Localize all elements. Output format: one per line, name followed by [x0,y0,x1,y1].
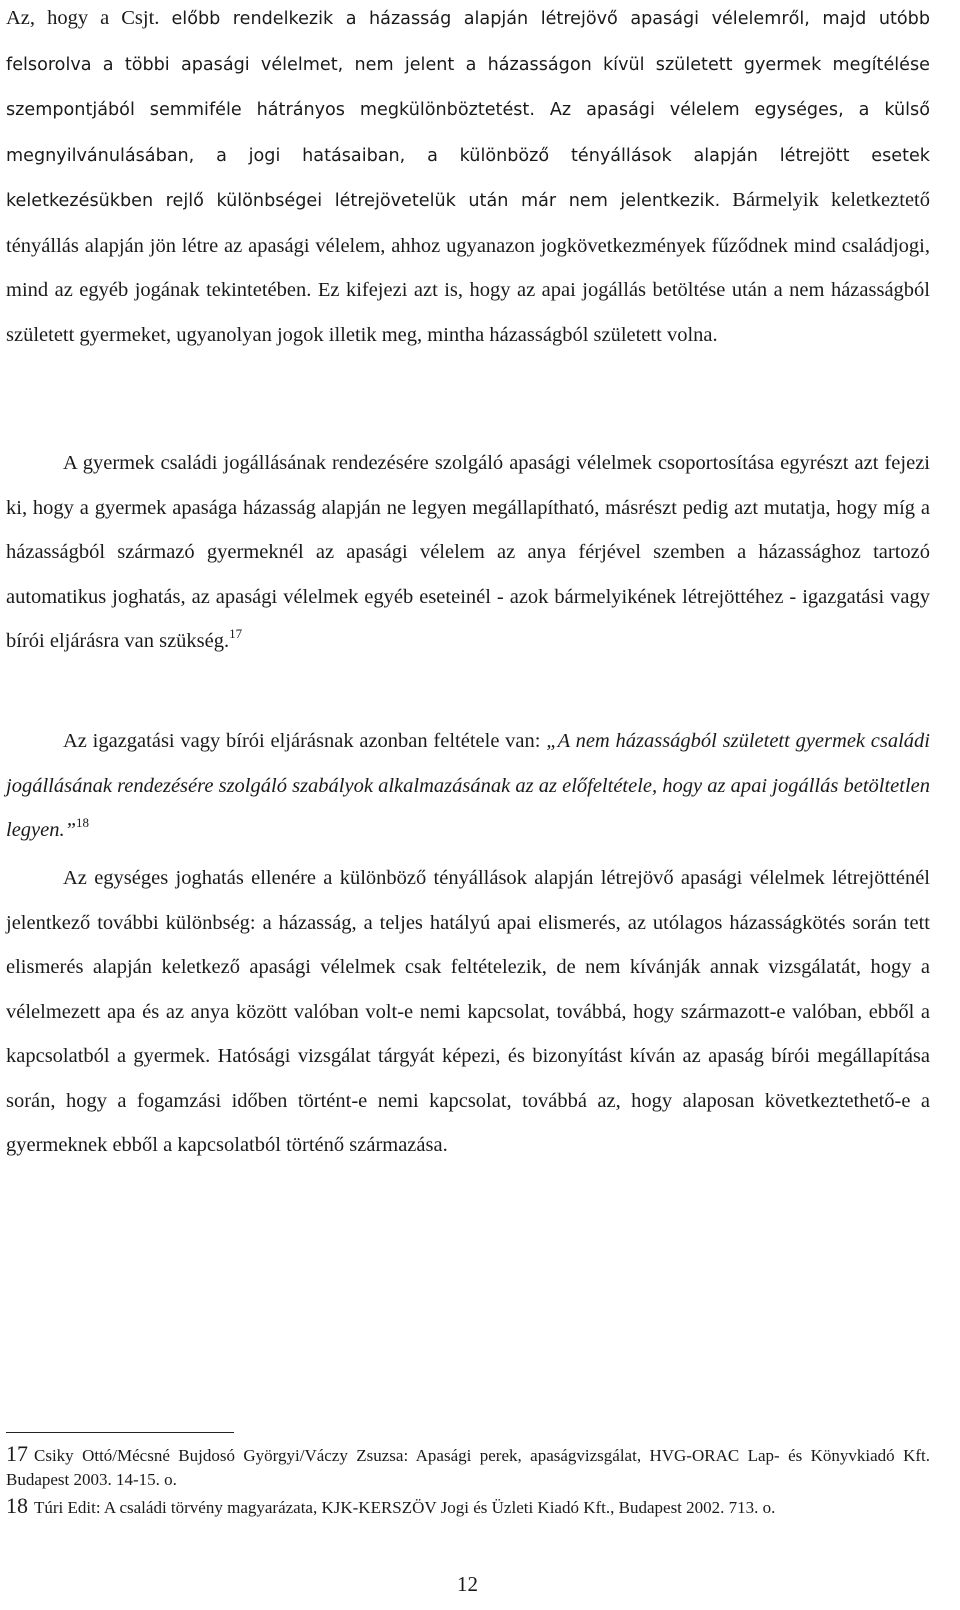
footnote-17 [6,1442,930,1492]
footnote-text: Túri Edit: A családi törvény magyarázata, KJK-KERSZÖV Jogi és Üzleti Kiadó Kft., Budapest 2002. 713. o. [34,1498,776,1517]
paragraph-1-serif-end: Bármelyik keletkeztető tényállás alapján jön létre az apasági vélelem, ahhoz ugyanazon jogkövetkezmények fűződnek mind családjogi, mind az egyéb jogának tekintetében. Ez kifejezi azt is, hogy az apai jogállás betöltése után a nem házasságból született gyermeket, ugyanolyan jogok illetik meg, mintha házasságból született volna. [6,189,930,346]
footnote-number: 18 [6,1493,28,1518]
paragraph-1-serif-start: Az, hogy a Csjt. [6,7,172,29]
paragraph-3-text: Az igazgatási vagy bírói eljárásnak azonban feltétele van: [63,730,547,752]
paragraph-3-quote: „A nem házasságból született gyermek családi jogállásának rendezésére szolgáló szabályok alkalmazásának az az előfeltétele, hogy az apai jogállás betöltetlen legyen.” [6,730,930,841]
footnote-18 [6,1494,930,1520]
footnote-text: Csiky Ottó/Mécsné Bujdosó Györgyi/Váczy Zsuzsa: Apasági perek, apaságvizsgálat, HVG-ORAC Lap- és Könyvkiadó Kft. Budapest 2003. 14-15. o. [6,1446,930,1489]
paragraph-3 [6,719,930,853]
footnote-ref-17[interactable]: 17 [229,626,243,641]
paragraph-1 [6,0,930,357]
paragraph-4-text: Az egységes joghatás ellenére a különböző tényállások alapján létrejövő apasági vélelmek létrejötténél jelentkező további különbség: a házasság, a teljes hatályú apai elismerés, az utólagos házasságkötés során tett elismerés alapján keletkező apasági vélelmek csak feltételezik, de nem kívánják annak vizsgálatát, hogy a vélelmezett apa és az anya között valóban volt-e nemi kapcsolat, továbbá, hogy származott-e valóban, ebből a kapcsolatból a gyermek. Hatósági vizsgálat tárgyát képezi, és bizonyítást kíván az apaság bírói megállapítása során, hogy a fogamzási időben történt-e nemi kapcsolat, továbbá az, hogy alaposan következtethető-e a gyermeknek ebből a kapcsolatból történő származása. [6,867,930,1156]
footnote-ref-18[interactable]: 18 [76,815,90,830]
paragraph-2-text: A gyermek családi jogállásának rendezésére szolgáló apasági vélelmek csoportosítása egyrészt azt fejezi ki, hogy a gyermek apasága házasság alapján ne legyen megállapítható, másrészt pedig azt mutatja, hogy míg a házasságból származó gyermeknél az apasági vélelem az anya férjével szemben a házassághoz tartozó automatikus joghatás, az apasági vélelmek egyéb eseteinél - azok bármelyikének létrejöttéhez - igazgatási vagy bírói eljárásra van szükség. [6,452,930,652]
footnote-number: 17 [6,1441,28,1466]
paragraph-4 [6,856,930,1168]
paragraph-2 [6,441,930,664]
footnote-separator [6,1432,234,1433]
page-number: 12 [457,1572,478,1596]
paragraph-1-sans-part: előbb rendelkezik a házasság alapján létrejövő apasági vélelemről, majd utóbb felsorolva a többi apasági vélelmet, nem jelent a házasságon kívül született gyermek megítélése szempontjából semmiféle hátrányos megkülönböztetést. Az apasági vélelem egységes, a külső megnyilvánulásában, a jogi hatásaiban, a különböző tényállások alapján létrejött esetek keletkezésükben rejlő különbségei létrejövetelük után már nem jelentkezik. [6,9,931,211]
